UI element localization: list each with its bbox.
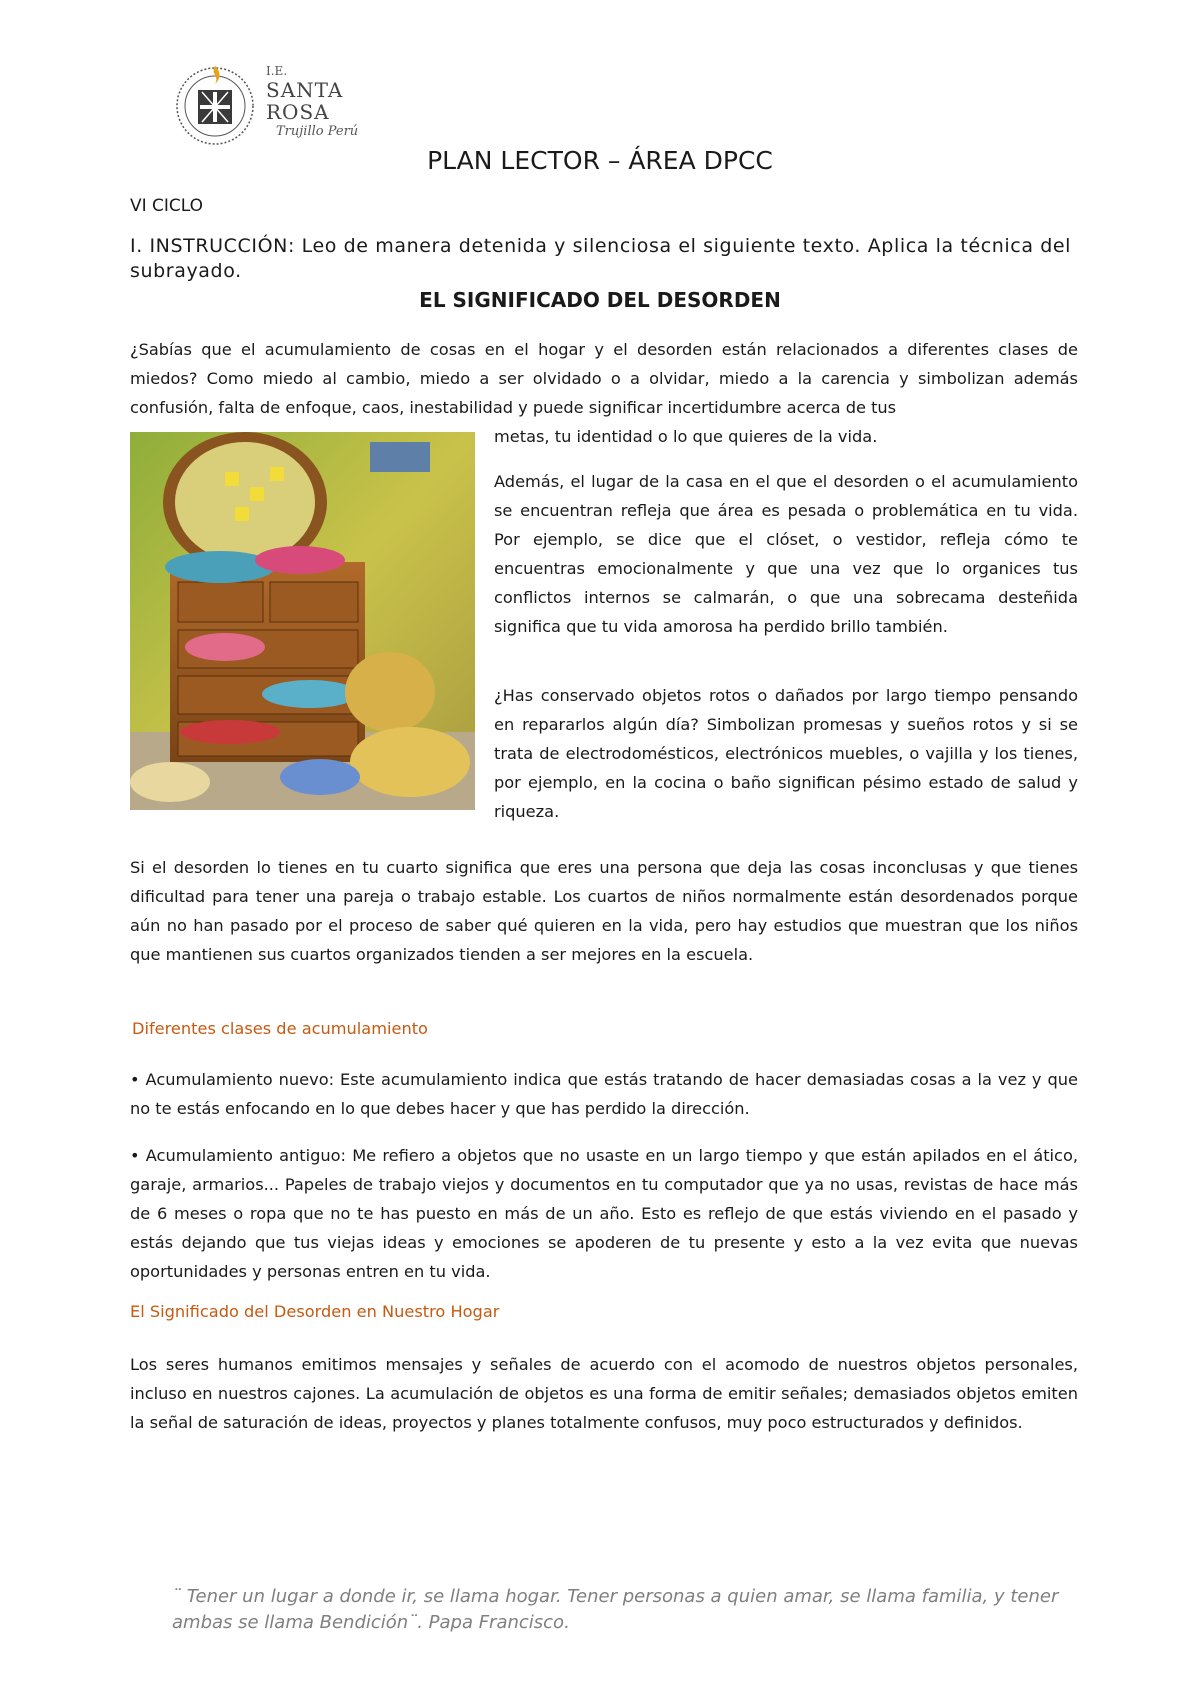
page-title: PLAN LECTOR – ÁREA DPCC — [427, 146, 773, 175]
instruction-text: I. INSTRUCCIÓN: Leo de manera detenida y silenciosa el siguiente texto. Aplica la técnica del subrayado. — [130, 235, 1072, 282]
logo-name-line2: ROSA — [266, 100, 330, 124]
messy-dresser-photo — [130, 432, 475, 810]
footer-quote: ¨ Tener un lugar a donde ir, se llama hogar. Tener personas a quien amar, se llama familia, y tener ambas se llama Bendición¨. Papa Francisco. — [172, 1586, 1059, 1633]
bullet-old-accumulation: • Acumulamiento antiguo: Me refiero a objetos que no usaste en un largo tiempo y que están apilados en el ático, garaje, armarios... Papeles de trabajo viejos y documentos en tu computador que ya no usas, revistas de hace más de 6 meses o ropa que no te has puesto en más de un año. Esto es reflejo de que estás viviendo en el pasado y estás dejando que tus viejas ideas y emociones se apoderen de tu presente y esto a la vez evita que nuevas oportunidades y personas entren en tu vida. — [130, 1146, 1078, 1281]
logo-city: Trujillo Perú — [276, 124, 359, 139]
paragraph-7: Los seres humanos emitimos mensajes y señales de acuerdo con el acomodo de nuestros objetos personales, incluso en nuestros cajones. La acumulación de objetos es una forma de emitir señales; demasiados objetos emiten la señal de saturación de ideas, proyectos y planes totalmente confusos, muy poco estructurados y definidos. — [130, 1355, 1078, 1432]
paragraph-4: Si el desorden lo tienes en tu cuarto significa que eres una persona que deja las cosas inconclusas y que tienes dificultad para tener una pareja o trabajo estable. Los cuartos de niños normalmente están desordenados porque aún no han pasado por el proceso de saber qué quieren en la vida, pero hay estudios que muestran que los niños que mantienen sus cuartos organizados tienden a ser mejores en la escuela. — [130, 858, 1078, 964]
paragraph-2: Además, el lugar de la casa en el que el desorden o el acumulamiento se encuentran refleja que área es pesada o problemática en tu vida. Por ejemplo, se dice que el clóset, o vestidor, refleja cómo te encuentras emocionalmente y que una vez que lo organices tus conflictos internos se calmarán, o que una sobrecama desteñida significa que tu vida amorosa ha perdido brillo también. — [494, 472, 1078, 636]
school-seal-icon — [170, 58, 260, 148]
logo-prefix: I.E. — [266, 64, 288, 78]
paragraph-1-tail: metas, tu identidad o lo que quieres de la vida. — [494, 427, 878, 446]
logo-name-line1: SANTA — [266, 78, 344, 102]
reading-title: EL SIGNIFICADO DEL DESORDEN — [419, 288, 781, 312]
cycle-label: VI CICLO — [130, 196, 204, 216]
bullet-new-accumulation: • Acumulamiento nuevo: Este acumulamiento indica que estás tratando de hacer demasiadas cosas a la vez y que no te estás enfocando en lo que debes hacer y que has perdido la dirección. — [130, 1070, 1078, 1118]
paragraph-3: ¿Has conservado objetos rotos o dañados por largo tiempo pensando en repararlos algún día? Simbolizan promesas y sueños rotos y si se trata de electrodomésticos, electrónicos muebles, o vajilla y los tienes, por ejemplo, en la cocina o baño significan pésimo estado de salud y riqueza. — [494, 686, 1078, 821]
paragraph-1-main: ¿Sabías que el acumulamiento de cosas en el hogar y el desorden están relacionados a diferentes clases de miedos? Como miedo al cambio, miedo a ser olvidado o a olvidar, miedo a la carencia y simbolizan además confusión, falta de enfoque, caos, inestabilidad y puede significar incertidumbre acerca de tus — [130, 340, 1078, 417]
section-heading-2: El Significado del Desorden en Nuestro Hogar — [130, 1302, 500, 1321]
school-logo — [170, 58, 370, 148]
section-heading-1: Diferentes clases de acumulamiento — [132, 1019, 428, 1038]
